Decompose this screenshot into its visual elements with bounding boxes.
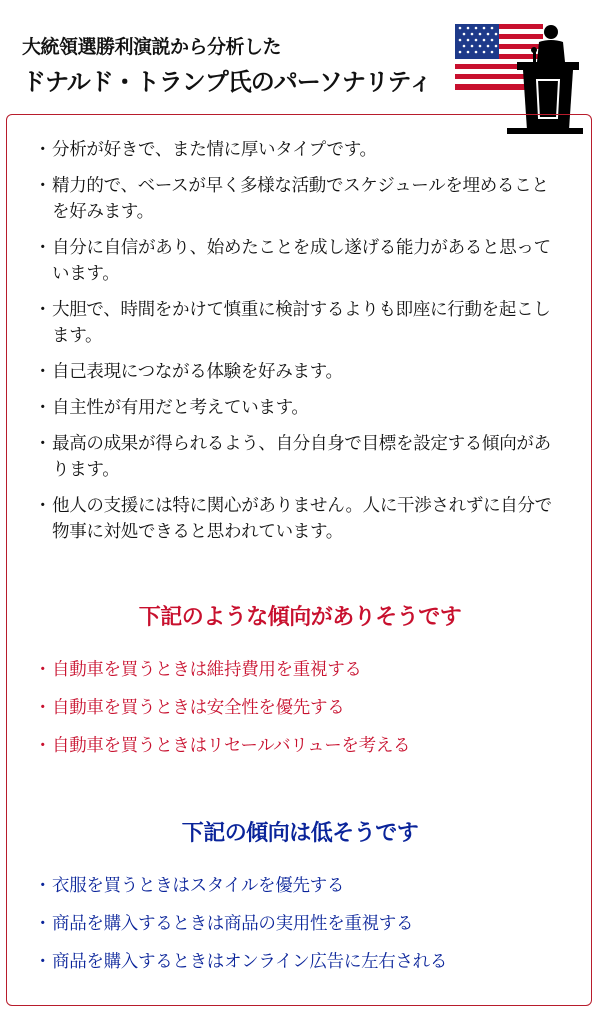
list-item: ・ 自己表現につながる体験を好みます。 (34, 359, 564, 385)
list-item: ・ 自主性が有用だと考えています。 (34, 395, 564, 421)
traits-list (34, 137, 564, 555)
list-item: ・ 商品を購入するときはオンライン広告に左右される (34, 949, 447, 975)
header (0, 0, 600, 112)
list-item: ・ 分析が好きで、また情に厚いタイプです。 (34, 137, 564, 163)
list-item: ・ 最高の成果が得られるよう、自分自身で目標を設定する傾向があります。 (34, 431, 564, 483)
likely-list (34, 657, 410, 771)
title-line-1: 大統領選勝利演説から分析した (22, 36, 282, 58)
likely-section-title: 下記のような傾向がありそうです (138, 605, 462, 630)
list-item: ・ 商品を購入するときは商品の実用性を重視する (34, 911, 447, 937)
list-item: ・ 自動車を買うときは安全性を優先する (34, 695, 410, 721)
unlikely-list (34, 873, 447, 987)
list-item: ・ 大胆で、時間をかけて慎重に検討するよりも即座に行動を起こします。 (34, 297, 564, 349)
list-item: ・ 精力的で、ベースが早く多様な活動でスケジュールを埋めることを好みます。 (34, 173, 564, 225)
list-item: ・ 自動車を買うときは維持費用を重視する (34, 657, 410, 683)
list-item: ・ 自分に自信があり、始めたことを成し遂げる能力があると思っています。 (34, 235, 564, 287)
list-item: ・ 衣服を買うときはスタイルを優先する (34, 873, 447, 899)
unlikely-section-title: 下記の傾向は低そうです (181, 821, 419, 846)
title-line-2: ドナルド・トランプ氏のパーソナリティ (22, 68, 432, 96)
list-item: ・ 他人の支援には特に関心がありません。人に干渉されずに自分で物事に対処できると思われています。 (34, 493, 564, 545)
list-item: ・ 自動車を買うときはリセールバリューを考える (34, 733, 410, 759)
